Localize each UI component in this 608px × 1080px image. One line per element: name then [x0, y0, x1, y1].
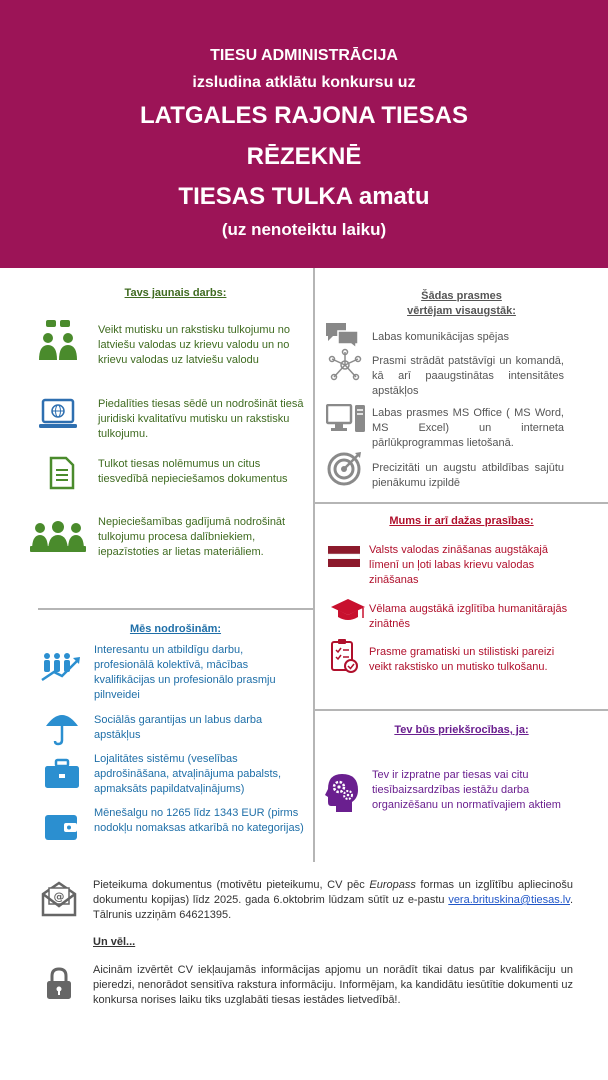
computer-icon [326, 404, 366, 434]
email-icon [40, 880, 78, 918]
header-city: RĒZEKNĒ [246, 143, 362, 170]
header-announce: izsludina atklātu konkursu uz [192, 74, 416, 91]
header-org: TIESU ADMINISTRĀCIJA [210, 47, 398, 64]
skills-title-line2: vērtējam visaugstāk: [407, 305, 516, 317]
header-position: TIESAS TULKA amatu [178, 183, 430, 210]
group-icon [30, 520, 86, 554]
advantage-text: Tev ir izpratne par tiesas vai citu tiesībaizsardzības iestāžu darba organizēšanu un normatīvajiem aktiem [372, 769, 561, 811]
header-court: LATGALES RAJONA TIESAS [139, 102, 469, 129]
briefcase-icon [44, 758, 80, 790]
application-text: Pieteikuma dokumentus (motivētu pieteikumu, CV pēc Europass formas un izglītību apliecinošu dokumentu kopijas) līdz 2025. gada 6.oktobrim lūdzam sūtīt uz e-pastu vera.brituskina@tiesas.lv. Tālrunis uzziņām 64621395. [93, 879, 573, 921]
flag-icon [328, 546, 360, 568]
skills-item-1: Labas komunikācijas spējas [372, 331, 509, 343]
lock-icon [45, 966, 73, 1000]
more-text: Aicinām izvērtēt CV iekļaujamās informācijas apjomu un norādīt tikai datus par kvalifikāciju un pieredzi, nenorādot sensitīva rakstura informāciju. Informējam, ka kandidātu iesūtītie dokumenti uz konkursa norises laiku tiks uzglabāti tiesas iestādes lietvedībā!. [93, 964, 573, 1006]
wallet-icon [44, 812, 78, 842]
benefits-title: Mēs nodrošinām: [129, 623, 222, 635]
advantage-title: Tev būs priekšrocības, ja: [394, 724, 529, 736]
requirements-item-2: Vēlama augstākā izglītība humanitārajās zinātnēs [369, 603, 568, 630]
people-chat-icon [36, 318, 80, 362]
graduation-cap-icon [330, 597, 366, 623]
network-icon [328, 348, 362, 382]
work-item-4: Nepieciešamības gadījumā nodrošināt tulkojumu procesa dalībniekiem, iepazīstoties ar lietas materiāliem. [98, 516, 286, 558]
right-divider-2 [315, 709, 608, 711]
head-gears-icon [324, 772, 362, 814]
document-icon [48, 456, 76, 490]
skills-item-2: Prasmi strādāt patstāvīgi un komandā, kā arī paaugstinātas intensitātes apstākļos [372, 355, 564, 397]
speech-bubbles-icon [324, 321, 360, 349]
vertical-divider [313, 268, 315, 862]
requirements-title: Mums ir arī dažas prasības: [389, 515, 534, 527]
skills-item-3: Labas prasmes MS Office ( MS Word, MS Excel) un interneta pārlūkprogrammas lietošanā. [372, 407, 564, 449]
laptop-globe-icon [38, 398, 78, 432]
right-divider-1 [315, 502, 608, 504]
work-item-3: Tulkot tiesas nolēmumus un citus tiesvedībā nepieciešamos dokumentus [98, 458, 288, 485]
left-section-divider [38, 608, 313, 610]
header-banner [0, 0, 608, 268]
growth-people-icon [40, 648, 82, 682]
target-icon [327, 450, 363, 486]
requirements-item-3: Prasme gramatiski un stilistiski pareizi veikt rakstisko un mutisko tulkošanu. [369, 646, 555, 673]
checklist-icon [330, 638, 358, 674]
requirements-item-1: Valsts valodas zināšanas augstākajā līmenī un ļoti labas krievu valodas zināšanas [369, 544, 548, 586]
header-term: (uz nenoteiktu laiku) [221, 220, 387, 239]
work-item-2: Piedalīties tiesas sēdē un nodrošināt tiesā juridiski kvalitatīvu mutisku un rakstisku tulkojumu. [98, 398, 304, 440]
contact-email-link[interactable]: vera.brituskina@tiesas.lv [448, 894, 570, 906]
skills-item-4: Precizitāti un augstu atbildības sajūtu pienākumu izpildē [372, 462, 564, 489]
benefits-item-3: Lojalitātes sistēmu (veselības apdrošināšana, atvaļinājuma pabalsts, apmaksāts papildatvaļinājums) [94, 753, 282, 795]
benefits-item-4: Mēnešalgu no 1265 līdz 1343 EUR (pirms nodokļu nomaksas atkarībā no kategorijas) [94, 807, 304, 834]
more-title: Un vēl... [93, 936, 136, 948]
benefits-item-2: Sociālās garantijas un labus darba apstākļus [94, 714, 263, 741]
skills-title-line1: Šādas prasmes [421, 290, 502, 302]
work-item-1: Veikt mutisku un rakstisku tulkojumu no latviešu valodas uz krievu valodu un no krievu valodas uz latviešu valodu [98, 324, 290, 366]
work-title: Tavs jaunais darbs: [124, 287, 227, 299]
europass-label: Europass [369, 879, 416, 891]
benefits-item-1: Interesantu un atbildīgu darbu, profesionālā kolektīvā, mācības kvalifikācijas un profesionālo prasmju pilnveidei [94, 644, 276, 701]
svg-text:@: @ [53, 890, 65, 903]
umbrella-icon [44, 710, 80, 746]
